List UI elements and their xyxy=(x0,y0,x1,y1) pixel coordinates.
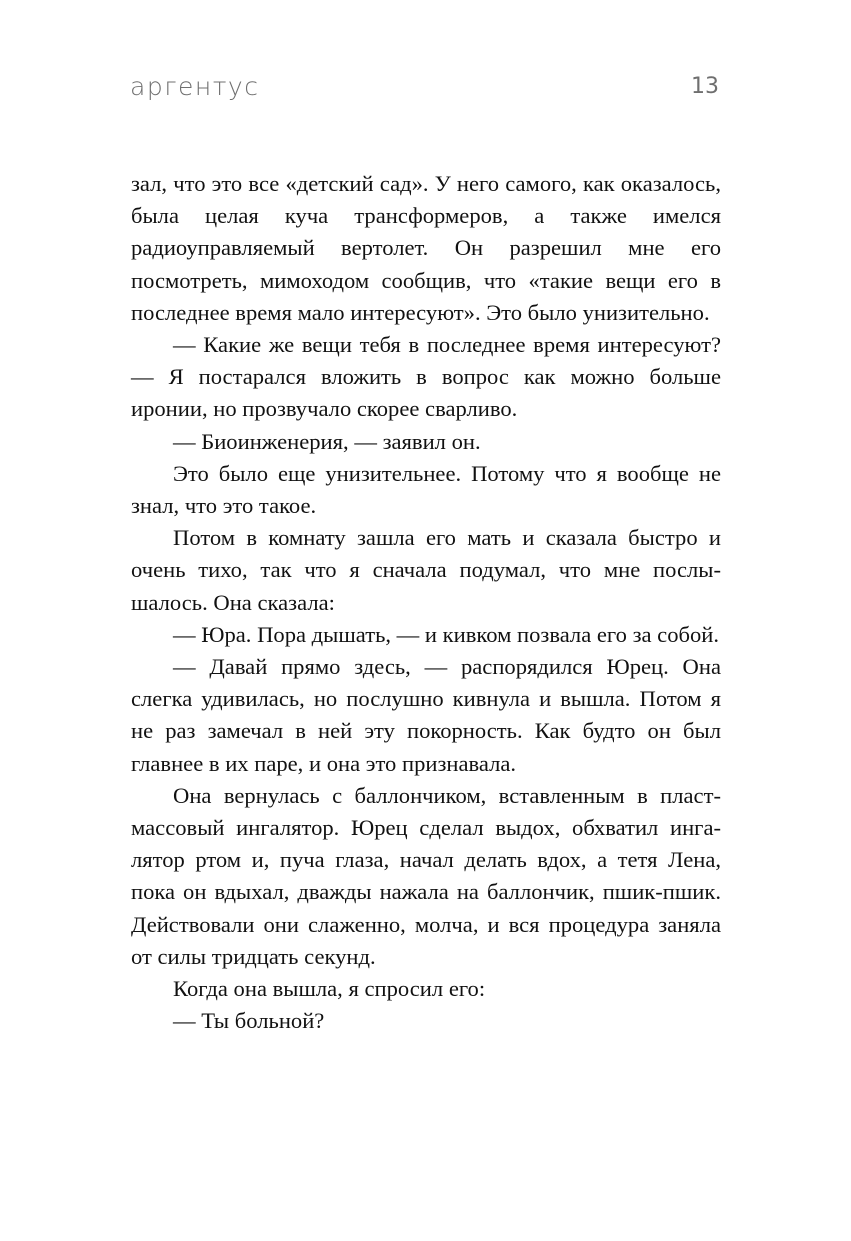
paragraph: зал, что это все «детский сад». У него самого, как оказалось, была целая куча трансформеров, а также имелся радиоуправляемый вертолет. Он разрешил мне его посмотреть, мимоходом сообщив, что «такие вещи его в последнее время мало интересуют». Это было унизительно. xyxy=(131,171,721,325)
running-head: аргентус xyxy=(130,72,260,101)
paragraph: — Давай прямо здесь, — распорядился Юрец. Она слегка удивилась, но послушно кивнула и вышла. Потом я не раз замечал в ней эту покорность. Как будто он был главнее в их паре, и она это признавала. xyxy=(131,654,721,776)
paragraph: Она вернулась с баллончиком, вставленным в пластмассовый ингалятор. Юрец сделал выдох, обхватил ингалятор ртом и, пуча глаза, начал делать вдох, а тетя Лена, пока он вдыхал, дважды нажала на баллончик, пшик-пшик. Действовали они слаженно, молча, и вся процедура заняла от силы тридцать секунд. xyxy=(131,782,721,969)
page-number: 13 xyxy=(691,74,719,99)
paragraph: — Какие же вещи тебя в последнее время интересуют? — Я постарался вложить в вопрос как можно больше иронии, но прозвучало скорее сварливо. xyxy=(131,332,721,422)
body-text xyxy=(131,168,721,1037)
paragraph: Потом в комнату зашла его мать и сказала быстро и очень тихо, так что я сначала подумал, что мне послышалось. Она сказала: xyxy=(131,525,721,615)
paragraph: Это было еще унизительнее. Потому что я вообще не знал, что это такое. xyxy=(131,460,721,519)
paragraph: Когда она вышла, я спросил его: xyxy=(173,976,486,1002)
paragraph: — Ты больной? xyxy=(173,1008,325,1034)
paragraph: — Биоинженерия, — заявил он. xyxy=(173,428,481,454)
paragraph: — Юра. Пора дышать, — и кивком позвала его за собой. xyxy=(173,621,720,647)
